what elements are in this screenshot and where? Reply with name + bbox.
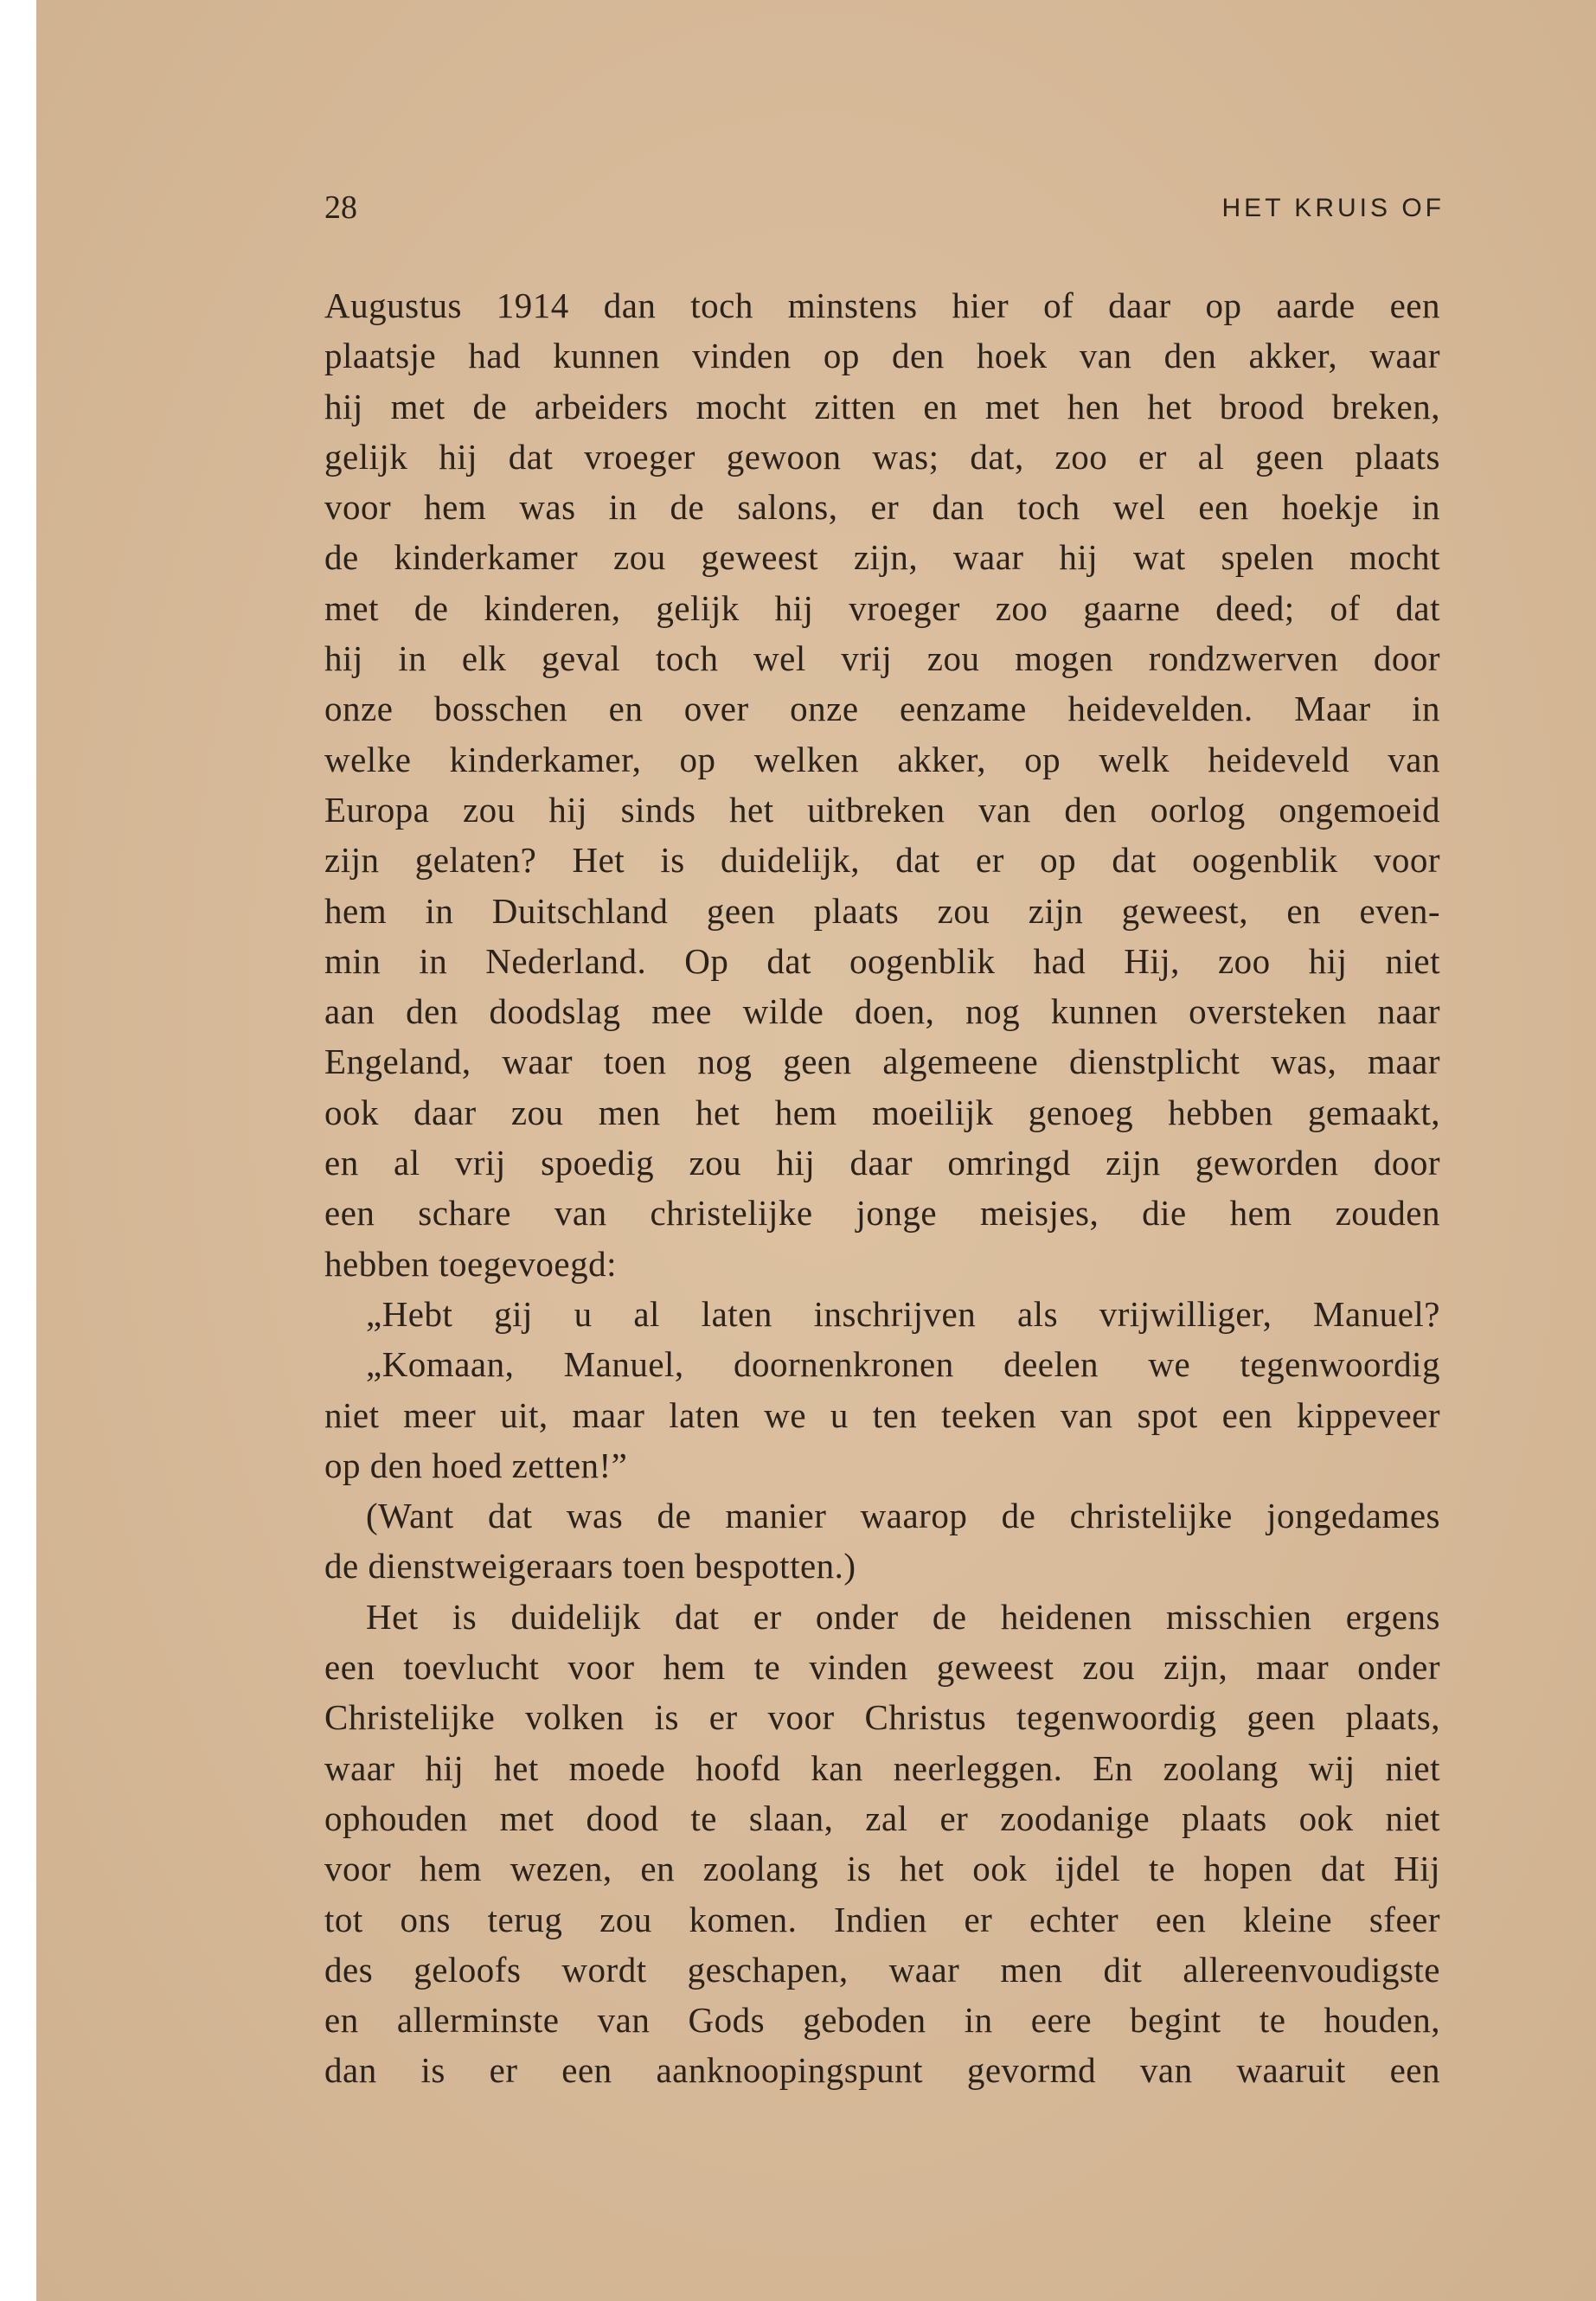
text-line: Engeland, waar toen nog geen algemeene dienstplicht was, maar <box>324 1042 1440 1082</box>
body-text <box>324 280 1440 2096</box>
text-line: hem in Duitschland geen plaats zou zijn geweest, en even- <box>324 890 1440 931</box>
text-line: Het is duidelijk dat er onder de heidenen misschien ergens <box>366 1596 1440 1637</box>
text-line: hij met de arbeiders mocht zitten en met hen het brood breken, <box>324 386 1440 426</box>
text-line: welke kinderkamer, op welken akker, op welk heideveld van <box>324 739 1440 779</box>
text-line: niet meer uit, maar laten we u ten teeken van spot een kippeveer <box>324 1394 1440 1435</box>
text-line: tot ons terug zou komen. Indien er echter een kleine sfeer <box>324 1899 1440 1939</box>
text-line: plaatsje had kunnen vinden op den hoek van den akker, waar <box>324 336 1440 376</box>
text-line: waar hij het moede hoofd kan neerleggen. En zoolang wij niet <box>324 1747 1440 1788</box>
text-line: voor hem wezen, en zoolang is het ook ijdel te hopen dat Hij <box>324 1849 1440 1889</box>
text-line: min in Nederland. Op dat oogenblik had Hij, zoo hij niet <box>324 940 1440 981</box>
text-line: Christelijke volken is er voor Christus tegenwoordig geen plaats, <box>324 1697 1440 1738</box>
text-line: onze bosschen en over onze eenzame heidevelden. Maar in <box>324 689 1440 729</box>
text-line: en al vrij spoedig zou hij daar omringd zijn geworden door <box>324 1143 1440 1183</box>
page-number: 28 <box>324 189 357 226</box>
text-line: een schare van christelijke jonge meisjes, die hem zouden <box>324 1193 1440 1234</box>
text-line: des geloofs wordt geschapen, waar men dit allereenvoudigste <box>324 1949 1440 1990</box>
text-line: een toevlucht voor hem te vinden geweest zou zijn, maar onder <box>324 1647 1440 1688</box>
text-line: de dienstweigeraars toen bespotten.) <box>324 1546 856 1586</box>
text-line: met de kinderen, gelijk hij vroeger zoo gaarne deed; of dat <box>324 587 1440 628</box>
text-line: hij in elk geval toch wel vrij zou mogen rondzwerven door <box>324 638 1440 679</box>
text-line: „Hebt gij u al laten inschrijven als vrijwilliger, Manuel? <box>366 1293 1440 1334</box>
text-line: ook daar zou men het hem moeilijk genoeg hebben gemaakt, <box>324 1092 1440 1132</box>
text-line: dan is er een aanknoopingspunt gevormd van waaruit een <box>324 2050 1440 2091</box>
text-line: „Komaan, Manuel, doornenkronen deelen we tegenwoordig <box>366 1344 1440 1385</box>
text-line: voor hem was in de salons, er dan toch wel een hoekje in <box>324 487 1440 528</box>
text-line: de kinderkamer zou geweest zijn, waar hij wat spelen mocht <box>324 537 1440 578</box>
text-line: Augustus 1914 dan toch minstens hier of daar op aarde een <box>324 285 1440 325</box>
text-line: zijn gelaten? Het is duidelijk, dat er op dat oogenblik voor <box>324 840 1440 881</box>
page-header <box>324 189 1445 240</box>
text-line: aan den doodslag mee wilde doen, nog kunnen oversteken naar <box>324 991 1440 1032</box>
text-line: ophouden met dood te slaan, zal er zoodanige plaats ook niet <box>324 1798 1440 1838</box>
text-line: gelijk hij dat vroeger gewoon was; dat, zoo er al geen plaats <box>324 436 1440 477</box>
text-line: (Want dat was de manier waarop de christelijke jongedames <box>366 1496 1440 1536</box>
text-line: hebben toegevoegd: <box>324 1243 618 1284</box>
text-line: op den hoed zetten!” <box>324 1445 628 1485</box>
text-line: en allerminste van Gods geboden in eere begint te houden, <box>324 2000 1440 2041</box>
text-line: Europa zou hij sinds het uitbreken van den oorlog ongemoeid <box>324 789 1440 830</box>
running-head: HET KRUIS OF <box>1221 194 1445 222</box>
